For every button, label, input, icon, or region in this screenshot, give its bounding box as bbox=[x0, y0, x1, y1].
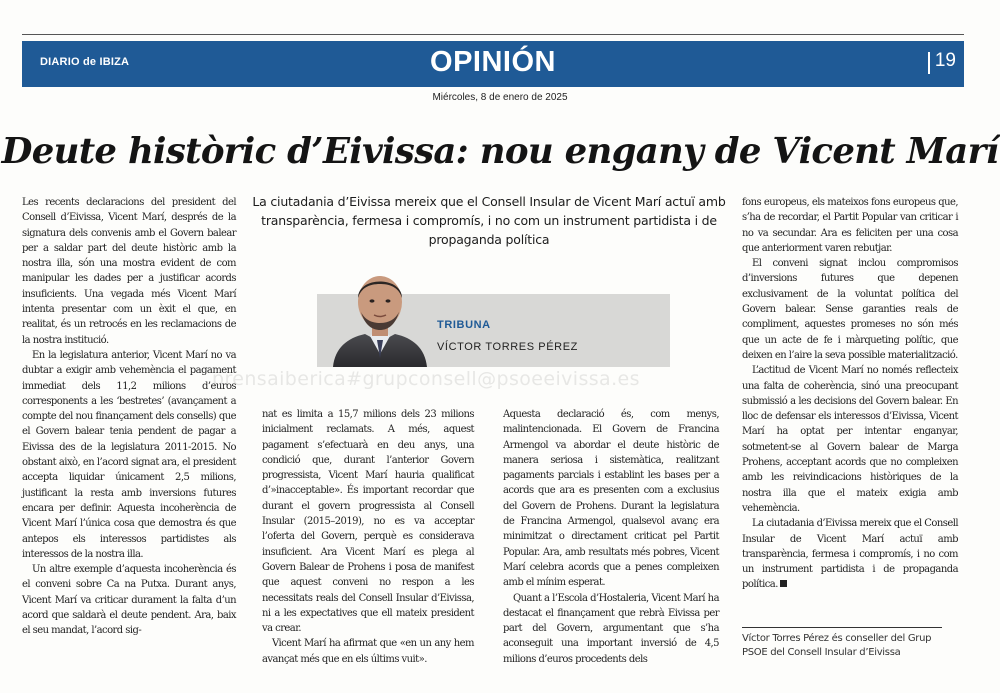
pull-quote: La ciutadania d’Eivissa mereix que el Consell Insular de Vicent Marí actuï amb transparència, fermesa i compromís, i no com un instrument partidista i de propaganda política bbox=[252, 194, 726, 247]
article-column-1 bbox=[22, 195, 236, 639]
page-number-divider bbox=[928, 52, 930, 74]
issue-date: Miércoles, 8 de enero de 2025 bbox=[432, 92, 568, 103]
section-title: OPINIÓN bbox=[430, 46, 556, 78]
body-paragraph: nat es limita a 15,7 milions dels 23 milions inicialment reclamats. A més, aquest pagament s’efectuarà en deu anys, una condició que, durant l’anterior Govern progressista, Vicent Marí hauria qualificat d’»inacceptable». És important recordar que durant el govern progressista al Consell Insular (2015–2019), no es va acceptar l’oferta del Govern, perquè es considerava insuficient. Ara Vicent Marí es plega al Govern Balear de Prohens i posa de manifest que aquest conveni no respon a les necessitats reals del Consell Insular d’Eivissa, ni a les expectatives que ell mateix president va crear. bbox=[262, 409, 474, 635]
body-paragraph bbox=[742, 516, 958, 592]
body-paragraph: Quant a l’Escola d’Hostaleria, Vicent Marí ha destacat el finançament que rebrà Eivissa per part del Govern, argumentant que s’ha aconseguit una important inversió de 4,5 milions d’euros procedents dels bbox=[503, 592, 719, 665]
end-of-article-mark bbox=[780, 580, 787, 587]
body-paragraph: Vicent Marí ha afirmat que «en un any hem avançat més que en els últims vuit». bbox=[262, 638, 474, 665]
article-headline: Deute històric d’Eivissa: nou engany de Vicent Marí bbox=[1, 131, 999, 172]
body-paragraph: Un altre exemple d’aquesta incoherència és el conveni sobre Ca na Putxa. Durant anys, Vicent Marí va criticar durament la falta d’un acord que saldarà el deute pendent. Ara, baix el seu mandat, l’acord sig- bbox=[22, 564, 236, 637]
article-column-4 bbox=[742, 195, 958, 593]
author-photo bbox=[325, 268, 435, 367]
body-paragraph: El conveni signat inclou compromisos d’inversions futures que depenen exclusivament de la voluntat política del Govern balear. Sense garanties reals de compliment, aquestes promeses no són més que un acte de fe i màrqueting polític, que deixen en l’aire la seva possible materialització. bbox=[742, 258, 958, 361]
body-paragraph: Aquesta declaració és, com menys, malintencionada. El Govern de Francina Armengol va abordar el deute històric de manera seriosa i sistemàtica, realitzant pagaments parcials i establint les bases per a acords que ara es presenten com a exclusius del Govern de Prohens. Durant la legislatura de Francina Armengol, qualsevol avanç era minimitzat o directament criticat pel Partit Popular. Ara, amb resultats més pobres, Vicent Marí celebra acords que a penes compleixen amb el mínim esperat. bbox=[503, 409, 719, 589]
watermark: prensaiberica#grupconsell@psoeeivissa.es bbox=[212, 368, 640, 390]
author-name: VÍCTOR TORRES PÉREZ bbox=[437, 341, 578, 353]
body-paragraph: fons europeus, els mateixos fons europeus que, s’ha de recordar, el Partit Popular van criticar i no va secundar. Ara es feliciten per una cosa que anteriorment varen rebutjar. bbox=[742, 197, 958, 254]
newspaper-logo: DIARIO de IBIZA bbox=[40, 56, 130, 68]
bio-divider bbox=[742, 627, 942, 628]
article-column-3 bbox=[503, 407, 719, 667]
body-paragraph: En la legislatura anterior, Vicent Marí no va dubtar a exigir amb vehemència el pagament immediat dels 11,2 milions d’euros corresponents a les ‘bestretes’ (avançament a compte del nou finançament dels consells) que el Govern balear tenia pendent de pagar a Eivissa des de la legislatura 2011-2015. No obstant això, en l’acord signat ara, el president accepta liquidar únicament 2,5 milions, justificant la resta amb inversions futures encara per definir. Aquesta incoherència de Vicent Marí l’única cosa que demostra és que antepos els interessos partidistes als interessos de la nostra illa. bbox=[22, 349, 236, 560]
author-bio: Víctor Torres Pérez és conseller del Grup PSOE del Consell Insular d’Eivissa bbox=[742, 633, 932, 658]
section-label: TRIBUNA bbox=[437, 319, 491, 331]
closing-paragraph: La ciutadania d’Eivissa mereix que el Consell Insular de Vicent Marí actuï amb transparència, fermesa i compromís, i no com un instrument partidista i de propaganda política. bbox=[742, 518, 958, 591]
article-column-2 bbox=[262, 407, 474, 667]
page-number: 19 bbox=[934, 50, 956, 71]
body-paragraph: Les recents declaracions del president del Consell d’Eivissa, Vicent Marí, després de la signatura dels convenis amb el Govern balear per a saldar part del deute històric amb la nostra illa, són una mostra evident de com manipular les dades per a justificar acords insuficients. Una vegada més Vicent Marí intenta presentar com un èxit el que, en realitat, és un retrocés en les reclamacions de la nostra institució. bbox=[22, 197, 236, 346]
body-paragraph: L’actitud de Vicent Marí no només reflecteix una falta de coherència, sinó una preocupant submissió a les decisions del Govern balear. En lloc de defensar els interessos d’Eivissa, Vicent Marí ha optat per intentar enganyar, sotmetent-se al Govern balear de Marga Prohens, acceptant acords que no compleixen amb les reivindicacions històriques de la nostra illa que el mateix exigia amb vehemència. bbox=[742, 365, 958, 514]
section-header-bar bbox=[22, 41, 964, 87]
top-rule bbox=[22, 34, 964, 35]
